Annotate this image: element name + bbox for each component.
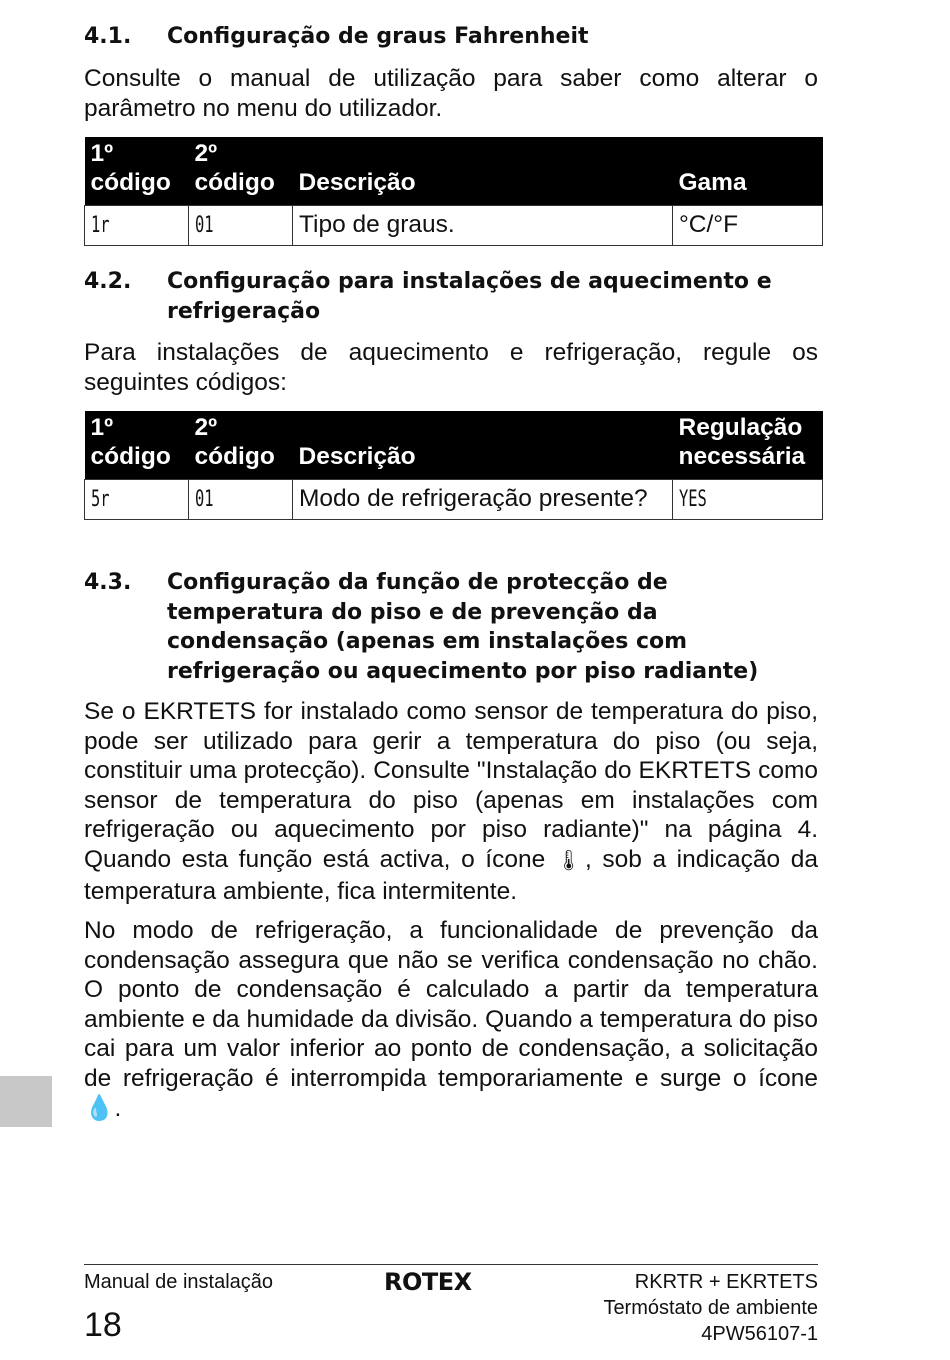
paragraph-text: . <box>114 1094 122 1122</box>
page-number: 18 <box>84 1306 122 1344</box>
section-number: 4.3. <box>84 570 132 595</box>
paragraph-text: , sob a indicação da temperatura ambiente, fica intermitente. <box>84 845 819 905</box>
section-title: Configuração para instalações de aquecimento e refrigeração <box>167 269 772 324</box>
col-header: 1º código <box>85 411 189 480</box>
chapter-tab <box>0 1076 52 1127</box>
section-title: Configuração da função de protecção de temperatura do piso e de prevenção da condensação (apenas em instalações com refrigeração ou aquecimento por piso radiante) <box>167 570 759 684</box>
footer-divider <box>84 1264 818 1265</box>
col-header: Descrição <box>293 411 673 480</box>
col-header: Gama <box>673 137 823 206</box>
paragraph-text: Se o EKRTETS for instalado como sensor de temperatura do piso, pode ser utilizado para gerir a temperatura do piso (ou seja, constituir uma protecção). Consulte "Instalação do EKRTETS como sensor de temperatura do piso (apenas em instalações com refrigeração ou aquecimento por piso radiante)" na página 4. Quando esta função está activa, o ícone <box>84 698 818 873</box>
col-header: Descrição <box>293 137 673 206</box>
setting: YES <box>679 487 707 512</box>
table-row <box>85 480 823 520</box>
paragraph: Para instalações de aquecimento e refrigeração, regule os seguintes códigos: <box>84 339 818 396</box>
paragraph <box>84 916 818 1123</box>
col-header: 2º código <box>189 411 293 480</box>
paragraph-text: No modo de refrigeração, a funcionalidade de prevenção da condensação assegura que não se verifica condensação no chão. O ponto de condensação é calculado a partir da temperatura ambiente e da humidade da divisão. Quando a temperatura do piso cai para um valor inferior ao ponto de condensação, a solicitação de refrigeração é interrompida temporariamente e surge o ícone <box>84 917 818 1092</box>
description: Tipo de graus. <box>293 206 673 246</box>
code-2: 01 <box>195 213 214 238</box>
code-1: 5r <box>91 487 110 512</box>
section-4-3-heading <box>84 568 824 686</box>
footer-product: RKRTR + EKRTETS <box>634 1271 818 1293</box>
section-number: 4.1. <box>84 24 132 49</box>
footer-doc-code: 4PW56107-1 <box>701 1323 818 1345</box>
footer-product-name: Termóstato de ambiente <box>603 1297 818 1319</box>
table-cooling <box>84 411 823 520</box>
col-header: 1º código <box>85 137 189 206</box>
section-title: Configuração de graus Fahrenheit <box>167 24 589 49</box>
table-row <box>85 206 823 246</box>
code-1: 1r <box>91 213 110 238</box>
floor-temperature-icon: 🌡 <box>555 849 585 872</box>
section-4-1-heading <box>84 22 824 52</box>
section-4-2-heading <box>84 267 824 326</box>
section-number: 4.2. <box>84 269 132 294</box>
col-header: 2º código <box>189 137 293 206</box>
paragraph: Consulte o manual de utilização para saber como alterar o parâmetro no menu do utilizador. <box>84 65 818 122</box>
droplet-icon: 💧 <box>84 1094 115 1122</box>
description: Modo de refrigeração presente? <box>293 480 673 520</box>
code-2: 01 <box>195 487 214 512</box>
rotex-logo: ROTEX <box>384 1268 472 1296</box>
footer-manual-title: Manual de instalação <box>84 1271 274 1293</box>
col-header: Regulação necessária <box>673 411 823 480</box>
table-degrees <box>84 137 823 246</box>
range: °C/°F <box>673 206 823 246</box>
paragraph <box>84 697 818 906</box>
